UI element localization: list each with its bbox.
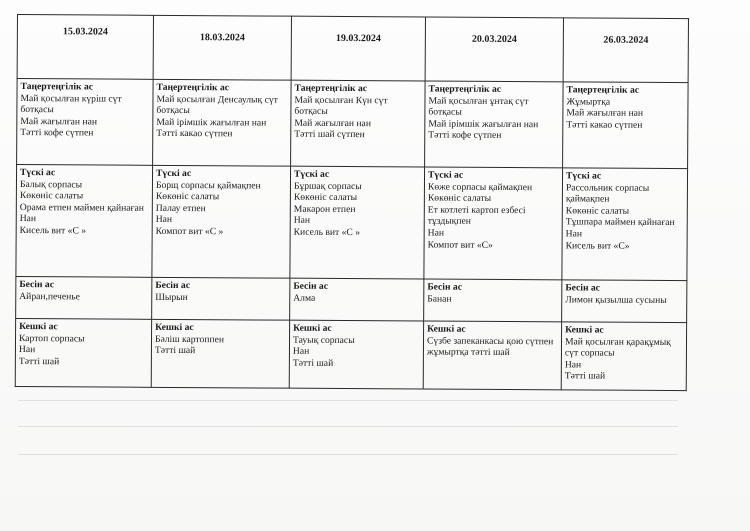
menu-table — [15, 14, 689, 391]
snack-cell — [16, 276, 152, 319]
dish-line: Макарон етпен — [293, 203, 356, 215]
breakfast-cell — [291, 80, 426, 167]
dish-line: Тәтті шай — [292, 357, 334, 369]
date-header: 19.03.2024 — [291, 16, 425, 81]
date-header-row — [17, 15, 688, 83]
dish-line: Тәтті шай — [564, 370, 606, 382]
dish-line: Бәліш картоппен — [154, 333, 225, 345]
dish-line: Компот вит «С » — [155, 225, 224, 238]
dish-line: Май жағылған нан — [294, 117, 372, 129]
dish-line: Май жағылған нан — [566, 107, 644, 120]
lunch-cell — [152, 165, 291, 278]
date-header: 18.03.2024 — [153, 15, 291, 80]
meal-title: Кешкі ас — [19, 321, 58, 333]
meal-title: Таңертеңгілік ас — [156, 81, 230, 94]
dish-line: Сүзбе запеканкасы қою сүтпен жұмыртқа тәтті шай — [426, 335, 554, 359]
lunch-row — [16, 165, 688, 281]
dish-line: Тәтті кофе сүтпен — [428, 129, 502, 142]
dish-line: Тәтті какао сүтпен — [566, 119, 643, 131]
dinner-cell — [15, 318, 151, 387]
meal-title: Таңертеңгілік ас — [566, 84, 640, 96]
meal-title: Түскі ас — [293, 168, 330, 180]
dinner-cell — [151, 319, 289, 388]
meal-title: Кешкі ас — [427, 323, 466, 335]
dish-line: Нан — [564, 359, 582, 371]
dinner-cell — [289, 320, 423, 389]
lunch-cell — [562, 168, 688, 281]
dish-line: Тұшпара маймен қайнаған — [565, 216, 675, 229]
breakfast-cell — [563, 82, 689, 169]
dish-line: Май қосылған күріш сүт ботқасы — [20, 92, 122, 116]
breakfast-cell — [425, 81, 564, 168]
snack-cell — [424, 279, 562, 322]
dish-line: Тәтті шай сүтпен — [294, 129, 365, 141]
dish-line: Кисель вит «С» — [565, 239, 630, 252]
dish-line: Май жағылған нан — [20, 115, 98, 128]
meal-title: Түскі ас — [565, 170, 602, 182]
dish-line: Нан — [292, 345, 310, 357]
breakfast-cell — [17, 79, 154, 166]
dish-line: Нан — [427, 227, 445, 239]
dish-line: Айран,печенье — [19, 290, 80, 302]
dish-line: Кисель вит «С » — [293, 226, 361, 239]
dish-line: Көкөніс салаты — [565, 205, 630, 217]
meal-title: Түскі ас — [427, 169, 464, 181]
meal-title: Бесін ас — [19, 279, 55, 291]
dish-line: Палау етпен — [155, 202, 206, 214]
dish-line: Алма — [293, 292, 316, 304]
dish-line: Нан — [155, 214, 173, 226]
meal-title: Түскі ас — [19, 167, 56, 179]
meal-title: Таңертеңгілік ас — [294, 82, 368, 95]
meal-title: Кешкі ас — [565, 324, 604, 336]
dish-line: Балық сорпасы — [19, 178, 83, 190]
snack-row — [16, 276, 687, 322]
dish-line: Май қосылған қарақұмық сүт сорпасы — [564, 335, 671, 359]
snack-cell — [562, 280, 687, 323]
dish-line: Картоп сорпасы — [18, 332, 85, 345]
dish-line: Рассольник сорпасы қаймақпен — [565, 181, 650, 205]
dish-line: Тәтті какао сүтпен — [156, 128, 233, 140]
dish-line: Май қосылған Денсаулық сүт ботқасы — [156, 93, 278, 117]
breakfast-cell — [153, 79, 292, 166]
dish-line: Ет котлеті картоп езбесі тұздықпен — [427, 204, 526, 228]
dinner-cell — [423, 321, 561, 390]
dish-line: Жұмыртқа — [566, 95, 611, 108]
meal-title: Бесін ас — [427, 281, 462, 293]
dish-line: Май ірімшік жағылған нан — [428, 118, 539, 130]
meal-title: Түскі ас — [155, 167, 192, 180]
dish-line: Нан — [293, 215, 311, 227]
date-header: 15.03.2024 — [17, 15, 153, 80]
dish-line: Көкөніс салаты — [293, 191, 358, 204]
dish-line: Көкөніс салаты — [155, 191, 220, 203]
dish-line: Тәтті кофе сүтпен — [20, 127, 94, 139]
date-header: 26.03.2024 — [563, 18, 688, 83]
dish-line: Тәтті шай — [18, 355, 60, 368]
meal-title: Кешкі ас — [155, 321, 194, 334]
dish-line: Банан — [427, 293, 452, 305]
dish-line: Нан — [18, 344, 36, 356]
snack-cell — [152, 277, 290, 320]
dish-line: Бұршақ сорпасы — [293, 180, 362, 192]
meal-title: Таңертеңгілік ас — [428, 83, 502, 95]
bleed-through-lines — [18, 392, 698, 462]
dish-line: Тауық сорпасы — [292, 334, 355, 346]
meal-title: Бесін ас — [293, 280, 329, 292]
dish-line: Май қосылған ұнтақ сүт ботқасы — [428, 95, 529, 118]
dish-line: Көкөніс салаты — [427, 192, 492, 205]
dish-line: Көкөніс салаты — [19, 190, 84, 202]
lunch-cell — [290, 166, 425, 279]
dinner-row — [15, 318, 686, 390]
date-header: 20.03.2024 — [425, 17, 563, 82]
lunch-cell — [16, 165, 153, 278]
dish-line: Көже сорпасы қаймақпен — [427, 181, 533, 193]
meal-title: Таңертеңгілік ас — [20, 81, 94, 93]
dish-line: Лимон қызылша сусыны — [565, 293, 667, 306]
meal-title: Бесін ас — [565, 282, 600, 294]
meal-title: Бесін ас — [155, 279, 191, 292]
dish-line: Орама етпен маймен қайнаған — [19, 201, 144, 214]
dish-line: Май ірімшік жағылған нан — [156, 116, 267, 129]
dish-line: Компот вит «С» — [427, 239, 493, 251]
snack-cell — [290, 278, 424, 321]
dish-line: Май қосылған Күн сүт ботқасы — [294, 94, 388, 118]
dish-line: Кисель вит «С » — [19, 224, 87, 237]
dish-line: Шырын — [155, 291, 188, 303]
dish-line: Нан — [565, 228, 583, 240]
dish-line: Тәтті шай — [154, 345, 196, 357]
dish-line: Борщ сорпасы қаймақпен — [155, 179, 261, 192]
meal-title: Кешкі ас — [293, 322, 332, 334]
dinner-cell — [561, 322, 686, 391]
breakfast-row — [17, 79, 689, 169]
lunch-cell — [424, 167, 563, 280]
dish-line: Нан — [19, 213, 37, 225]
